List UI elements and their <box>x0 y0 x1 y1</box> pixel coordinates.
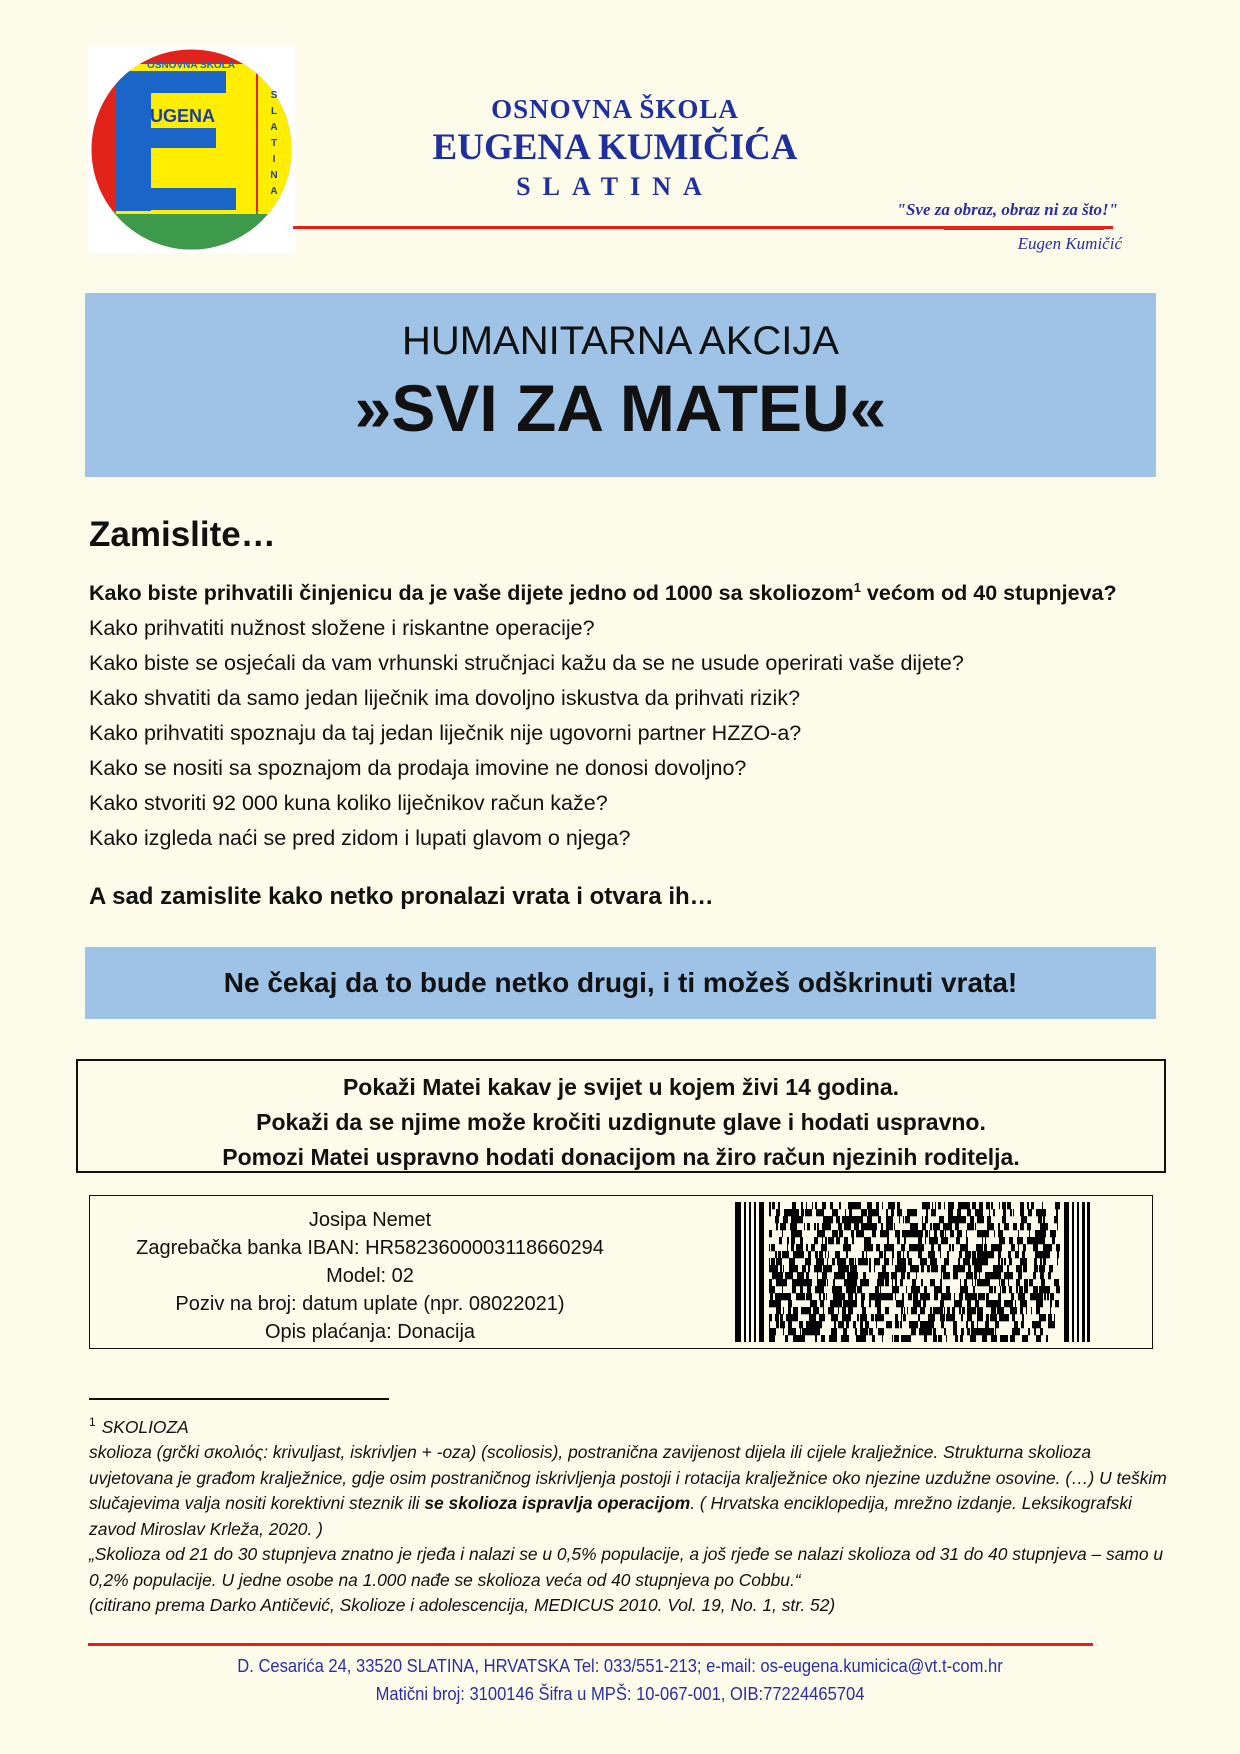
question-list <box>89 570 1169 856</box>
payment-barcode <box>735 1202 1090 1342</box>
footnote-emphasis: se skolioza ispravlja operacijom <box>424 1493 691 1514</box>
payment-description: Opis plaćanja: Donacija <box>264 1321 476 1343</box>
footnote-ref[interactable]: 1 <box>853 580 861 595</box>
question-first-text: Kako biste prihvatili činjenicu da je vaše dijete jedno od 1000 sa skoliozom <box>89 581 854 606</box>
title-banner <box>85 293 1156 477</box>
question-item: Kako se nositi sa spoznajom da prodaja imovine ne donosi dovoljno? <box>89 756 747 781</box>
payment-reference: Poziv na broj: datum uplate (npr. 08022021) <box>175 1293 565 1315</box>
payment-box <box>89 1195 1153 1349</box>
footnote-source: . ( Hrvatska enciklopedija, mrežno izdanje. Leksikografski zavod Miroslav Krleža, 2020. ) <box>89 1493 1132 1539</box>
footer <box>50 1652 1191 1708</box>
footnote <box>89 1410 1169 1619</box>
logo-vertical-letter: I <box>272 154 276 165</box>
now-imagine-text: A sad zamislite kako netko pronalazi vrata i otvara ih… <box>89 883 714 910</box>
question-item: Kako prihvatiti spoznaju da taj jedan liječnik nije ugovorni partner HZZO-a? <box>89 721 802 746</box>
logo-word1: UGENA <box>150 106 216 126</box>
footnote-quote: „Skolioza od 21 do 30 stupnjeva znatno je rjeđa i nalazi se u 0,5% populacije, a još rjeđe se nalazi skolioza od 31 do 40 stupnjeva – samo u 0,2% populacije. U jedne osobe na 1.000 nađe se skolioza veća od 40 stupnjeva po Cobbu.“ <box>89 1544 1164 1590</box>
banner-subtitle: HUMANITARNA AKCIJA <box>401 319 840 363</box>
question-item: Kako stvoriti 92 000 kuna koliko liječnikov račun kaže? <box>89 791 608 816</box>
footnote-title-text: SKOLIOZA <box>101 1416 189 1437</box>
question-item: Kako biste se osjećali da vam vrhunski stručnjaci kažu da se ne usude operirati vaše dijete? <box>89 651 964 676</box>
footnote-number: 1 <box>89 1415 96 1429</box>
question-item: Kako prihvatiti nužnost složene i riskantne operacije? <box>89 616 595 641</box>
payment-model: Model: 02 <box>326 1265 414 1287</box>
logo-vertical-text <box>270 90 277 197</box>
school-title: EUGENA KUMIČIĆA <box>432 127 798 168</box>
motto-author: Eugen Kumičić <box>1017 234 1122 253</box>
logo-word2: UMIČIĆA <box>150 165 227 185</box>
appeal-line: Pomozi Matei uspravno hodati donacijom na žiro račun njezinih roditelja. <box>222 1144 1020 1170</box>
payment-details <box>90 1206 650 1346</box>
logo-arc-text: OSNOVNA ŠKOLA <box>147 60 235 71</box>
school-type: OSNOVNA ŠKOLA <box>491 94 739 124</box>
payee-name: Josipa Nemet <box>308 1209 432 1231</box>
footnote-paragraph <box>89 1440 1169 1542</box>
banner-title: »SVI ZA MATEU« <box>354 371 887 445</box>
appeal-box <box>76 1059 1166 1173</box>
school-name <box>320 92 910 204</box>
motto: "Sve za obraz, obraz ni za što!" <box>896 200 1118 219</box>
school-town: SLATINA <box>516 172 714 201</box>
footnote-rule <box>89 1398 389 1400</box>
question-first <box>89 570 1169 611</box>
question-item: Kako izgleda naći se pred zidom i lupati glavom o njega? <box>89 826 631 851</box>
logo-vertical-letter: A <box>270 122 278 133</box>
question-first-tail: većom od 40 stupnjeva? <box>860 581 1117 606</box>
motto-underline <box>944 228 1104 230</box>
logo-vertical-letter: S <box>270 90 278 101</box>
logo-vertical-letter: T <box>270 138 278 149</box>
bank-iban[interactable]: Zagrebačka banka IBAN: HR5823600003118660294 <box>136 1237 604 1259</box>
logo-vertical-letter: A <box>270 186 278 197</box>
call-to-action-banner: Ne čekaj da to bude netko drugi, i ti možeš odškrinuti vrata! <box>85 947 1156 1019</box>
footer-address: D. Cesarića 24, 33520 SLATINA, HRVATSKA Tel: 033/551-213; e-mail: os-eugena.kumicica@vt.t-com.hr <box>237 1656 1003 1676</box>
logo-vertical-letter: N <box>270 170 278 181</box>
school-logo <box>88 46 295 253</box>
footnote-citation: (citirano prema Darko Antičević, Skolioze i adolescencija, MEDICUS 2010. Vol. 19, No. 1, str. 52) <box>89 1595 836 1616</box>
footer-rule <box>88 1643 1093 1646</box>
section-heading: Zamislite… <box>89 515 276 554</box>
appeal-line: Pokaži Matei kakav je svijet u kojem živi 14 godina. <box>342 1074 900 1100</box>
appeal-line: Pokaži da se njime može kročiti uzdignute glave i hodati uspravno. <box>256 1109 986 1135</box>
question-item: Kako shvatiti da samo jedan liječnik ima dovoljno iskustva da prihvati rizik? <box>89 686 801 711</box>
footer-registry: Matični broj: 3100146 Šifra u MPŠ: 10-067-001, OIB:77224465704 <box>375 1684 865 1704</box>
footnote-text: skolioza (grčki σκολιός: krivuljast, iskrivljen + -oza) (scoliosis), postranična zavijenost dijela ili cijele kralježnice. Strukturna skolioza uvjetovana je građom kralježnice, gdje osim postraničnog iskrivljenja postoji i rotacija kralježnice oko njezine uzdužne osovine. (…) U teškim slučajevima valja nositi korektivni steznik ili <box>89 1442 1167 1514</box>
logo-vertical-letter: L <box>270 106 278 117</box>
footnote-title <box>89 1410 1169 1440</box>
